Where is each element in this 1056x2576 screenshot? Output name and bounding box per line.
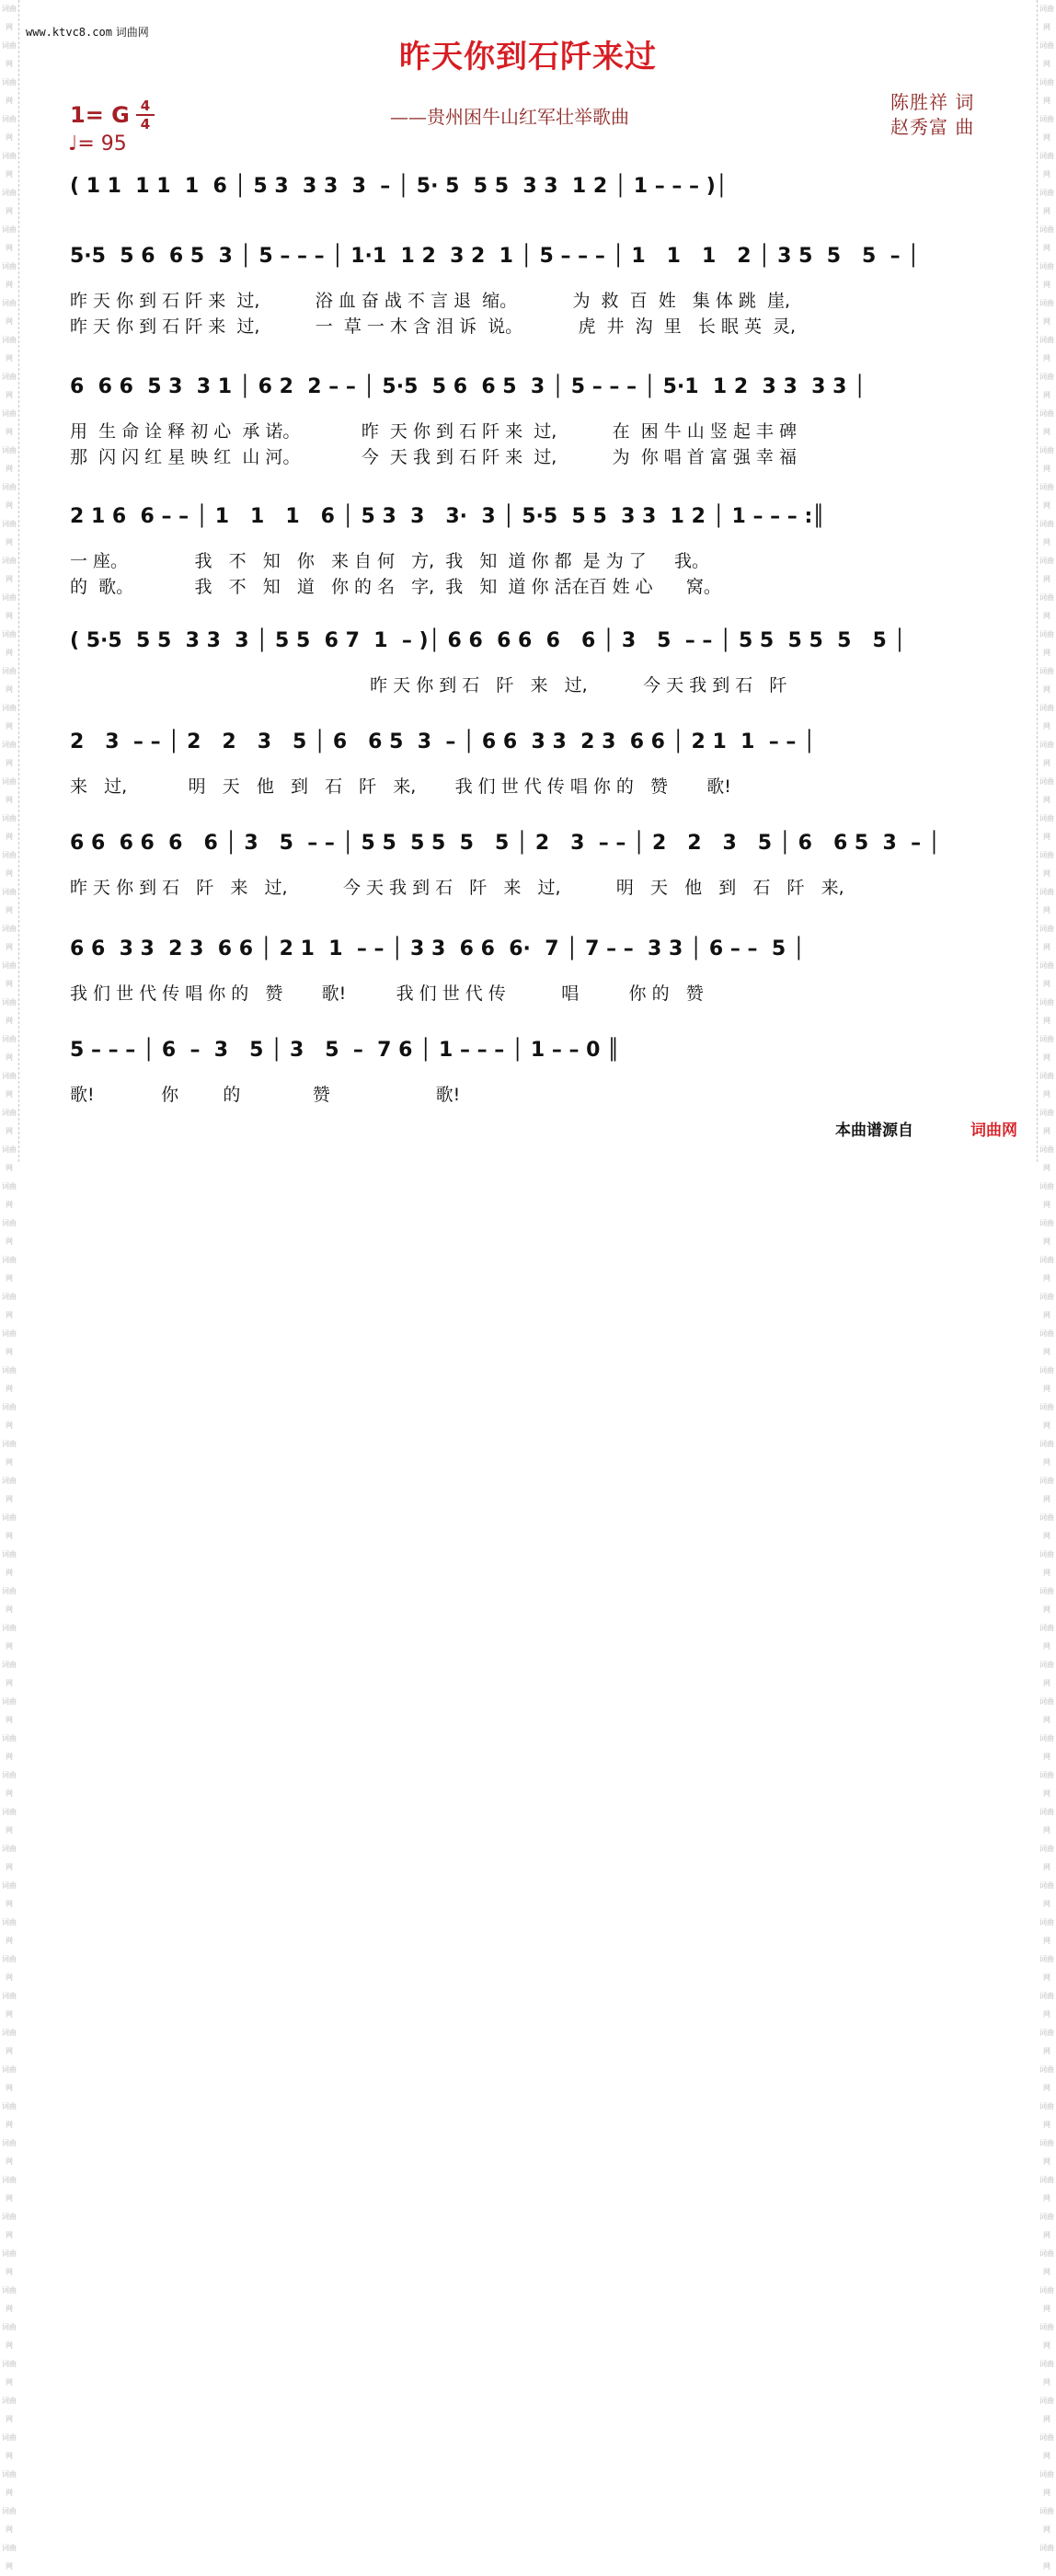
- lyric-line: 昨 天 你 到 石 阡 来 过, 今 天 我 到 石 阡 来 过, 明 天 他 到 石 阡 来,: [70, 878, 844, 898]
- lyric-line: 用 生 命 诠 释 初 心 承 诺。 昨 天 你 到 石 阡 来 过, 在 困 牛 山 竖 起 丰 碑: [70, 421, 797, 442]
- site-url[interactable]: www.ktvc8.com: [26, 26, 112, 39]
- lyric-line: 昨 天 你 到 石 阡 来 过, 今 天 我 到 石 阡: [70, 675, 787, 696]
- tempo-marking: ♩= 95: [68, 132, 127, 155]
- score-system: [0, 372, 1056, 510]
- source-site-link[interactable]: 词曲网: [970, 1121, 1017, 1140]
- notation-line: 2 3 – – │ 2 2 3 5 │ 6 6 5 3 – │ 6 6 3 3 2 3 6 6 │ 2 1 1 – – │: [70, 730, 816, 753]
- score-system: [0, 501, 1056, 639]
- lyric-line: 歌! 你 的 赞 歌!: [70, 1085, 461, 1105]
- lyric-line: 我 们 世 代 传 唱 你 的 赞 歌! 我 们 世 代 传 唱 你 的 赞: [70, 983, 704, 1004]
- lyric-line: 来 过, 明 天 他 到 石 阡 来, 我 们 世 代 传 唱 你 的 赞 歌!: [70, 776, 731, 797]
- key-signature: 1= G: [70, 102, 130, 128]
- lyric-line: 昨 天 你 到 石 阡 来 过, 浴 血 奋 战 不 言 退 缩。 为 救 百 姓 集 体 跳 崖,: [70, 291, 791, 311]
- notation-line: 2 1 6 6 – – │ 1 1 1 6 │ 5 3 3 3· 3 │ 5·5 5 5 3 3 1 2 │ 1 – – – :║: [70, 505, 825, 528]
- lyric-line: 一 座。 我 不 知 你 来 自 何 方, 我 知 道 你 都 是 为 了 我。: [70, 551, 709, 571]
- notation-line: 6 6 3 3 2 3 6 6 │ 2 1 1 – – │ 3 3 6 6 6· 7 │ 7 – – 3 3 │ 6 – – 5 │: [70, 937, 806, 960]
- source-label: 本曲谱源自: [835, 1121, 913, 1140]
- notation-line: ( 1 1 1 1 1 6 │ 5 3 3 3 3 – │ 5· 5 5 5 3 3 1 2 │ 1 – – – )│: [70, 175, 728, 198]
- left-watermark-strip: 词曲网 词曲网 词曲网 词曲网 词曲网 词曲网 词曲网 词曲网 词曲网 词曲网 词曲网 词曲网 词曲网 词曲网 词曲网 词曲网 词曲网 词曲网 词曲网 词曲网 词曲网 词曲网 词曲网 词曲网 词曲网 词曲网 词曲网 词曲网 词曲网 词曲网 词曲网 词曲网 词曲网 词曲网 词曲网 词曲网 词曲网 词曲网 词曲网 词曲网 词曲网 词曲网 词曲网 词曲网 词曲网 词曲网 词曲网 词曲网 词曲网 词曲网 词曲网 词曲网 词曲网 词曲网 词曲网 词曲网 词曲网 词曲网 词曲网 词曲网 词曲网 词曲网 词曲网 词曲网 词曲网 词曲网 词曲网 词曲网 词曲网 词曲网: [0, 0, 19, 1162]
- time-top: 4: [140, 98, 151, 114]
- notation-line: 6 6 6 6 6 6 │ 3 5 – – │ 5 5 5 5 5 5 │ 2 3 – – │ 2 2 3 5 │ 6 6 5 3 – │: [70, 832, 941, 855]
- score-system: [0, 1035, 1056, 1173]
- time-bottom: 4: [140, 116, 151, 132]
- song-title: 昨天你到石阡来过: [399, 39, 657, 75]
- time-signature: [136, 98, 155, 132]
- lyric-line: 那 闪 闪 红 星 映 红 山 河。 今 天 我 到 石 阡 来 过, 为 你 唱 首 富 强 幸 福: [70, 447, 797, 467]
- site-name[interactable]: 词曲网: [115, 26, 149, 39]
- score-system: [0, 241, 1056, 379]
- lyricist-credit: 陈胜祥 词: [890, 91, 975, 113]
- notation-line: 5·5 5 6 6 5 3 │ 5 – – – │ 1·1 1 2 3 2 1 │ 5 – – – │ 1 1 1 2 │ 3 5 5 5 – │: [70, 245, 920, 268]
- song-subtitle: ——贵州困牛山红军壮举歌曲: [390, 106, 629, 128]
- credits: [890, 90, 974, 140]
- notation-line: ( 5·5 5 5 3 3 3 │ 5 5 6 7 1 – )│ 6 6 6 6 6 6 │ 3 5 – – │ 5 5 5 5 5 5 │: [70, 629, 906, 652]
- notation-line: 6 6 6 5 3 3 1 │ 6 2 2 – – │ 5·5 5 6 6 5 3 │ 5 – – – │ 5·1 1 2 3 3 3 3 │: [70, 375, 867, 398]
- lyric-line: 的 歌。 我 不 知 道 你 的 名 字, 我 知 道 你 活在百 姓 心 窝。: [70, 577, 721, 597]
- right-watermark-strip: 词曲网 词曲网 词曲网 词曲网 词曲网 词曲网 词曲网 词曲网 词曲网 词曲网 词曲网 词曲网 词曲网 词曲网 词曲网 词曲网 词曲网 词曲网 词曲网 词曲网 词曲网 词曲网 词曲网 词曲网 词曲网 词曲网 词曲网 词曲网 词曲网 词曲网 词曲网 词曲网 词曲网 词曲网 词曲网 词曲网 词曲网 词曲网 词曲网 词曲网 词曲网 词曲网 词曲网 词曲网 词曲网 词曲网 词曲网 词曲网 词曲网 词曲网 词曲网 词曲网 词曲网 词曲网 词曲网 词曲网 词曲网 词曲网 词曲网 词曲网 词曲网 词曲网 词曲网 词曲网 词曲网 词曲网 词曲网 词曲网 词曲网 词曲网: [1037, 0, 1056, 1162]
- lyric-line: 昨 天 你 到 石 阡 来 过, 一 草 一 木 含 泪 诉 说。 虎 井 沟 里 长 眠 英 灵,: [70, 316, 797, 337]
- notation-line: 5 – – – │ 6 – 3 5 │ 3 5 – 7 6 │ 1 – – – │ 1 – – 0 ║: [70, 1039, 620, 1062]
- composer-credit: 赵秀富 曲: [890, 116, 975, 138]
